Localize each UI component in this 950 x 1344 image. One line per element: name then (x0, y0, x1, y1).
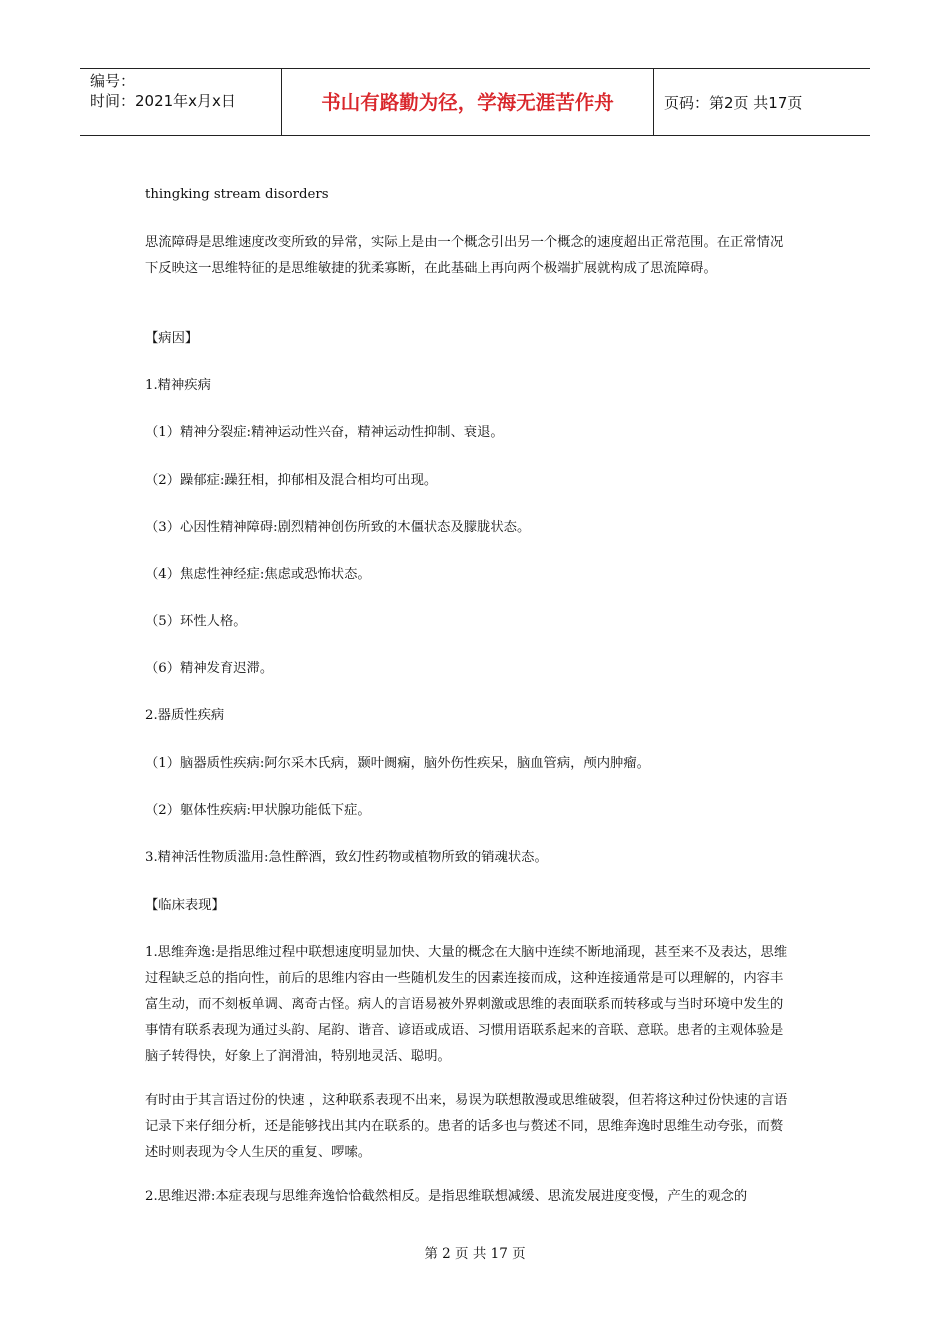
page-header (80, 68, 870, 136)
document-number-label: 编号： (90, 72, 136, 90)
list-heading-substance-abuse: 3.精神活性物质滥用:急性醉酒，致幻性药物或植物所致的销魂状态。 (145, 850, 548, 865)
header-motto-cell (281, 69, 654, 135)
list-item: （6）精神发育迟滞。 (145, 661, 274, 676)
list-item: （2）躯体性疾病:甲状腺功能低下症。 (145, 803, 371, 818)
header-motto: 书山有路勤为径，学海无涯苦作舟 (321, 91, 614, 114)
clinical-paragraph-retardation: 2.思维迟滞:本症表现与思维奔逸恰恰截然相反。是指思维联想减缓、思流发展进度变慢，产生的观念的 (145, 1189, 748, 1204)
list-heading-mental-disease: 1.精神疾病 (145, 378, 211, 393)
list-item: （1）精神分裂症:精神运动性兴奋，精神运动性抑制、衰退。 (145, 425, 504, 440)
intro-paragraph: 思流障碍是思维速度改变所致的异常，实际上是由一个概念引出另一个概念的速度超出正常范围。在正常情况下反映这一思维特征的是思维敏捷的犹柔寡断，在此基础上再向两个极端扩展就构成了思流障碍。 (145, 235, 784, 276)
list-item: （4）焦虑性神经症:焦虑或恐怖状态。 (145, 567, 371, 582)
header-page-cell (654, 69, 870, 135)
english-title: thingking stream disorders (145, 187, 329, 202)
section-heading-clinical: 【临床表现】 (145, 898, 225, 913)
page-footer: 第 2 页 共 17 页 (424, 1246, 526, 1262)
clinical-paragraph-flight-of-ideas: 1.思维奔逸:是指思维过程中联想速度明显加快、大量的概念在大脑中连续不断地涌现，甚至来不及表达，思维过程缺乏总的指向性，前后的思维内容由一些随机发生的因素连接而成，这种连接通常是可以理解的，内容丰富生动，而不刻板单调、离奇古怪。病人的言语易被外界刺激或思维的表面联系而转移或与当时环境中发生的事情有联系表现为通过头韵、尾韵、谐音、谚语或成语、习惯用语联系起来的音联、意联。患者的主观体验是脑子转得快，好象上了润滑油，特别地灵活、聪明。 (145, 945, 788, 1064)
clinical-paragraph-supplement: 有时由于其言语过份的快速 ，这种联系表现不出来，易误为联想散漫或思维破裂，但若将这种过份快速的言语记录下来仔细分析，还是能够找出其内在联系的。患者的话多也与赘述不同，思维奔逸时思维生动夸张，而赘述时则表现为令人生厌的重复、啰嗦。 (145, 1093, 788, 1160)
header-page-info: 页码：第2页 共17页 (664, 94, 803, 112)
document-time-label: 时间：2021年x月x日 (90, 92, 236, 110)
list-item: （1）脑器质性疾病:阿尔采木氏病，颞叶阓痫，脑外伤性疾呆，脑血管病，颅内肿瘤。 (145, 756, 650, 771)
section-heading-etiology: 【病因】 (145, 331, 199, 346)
list-item: （5）环性人格。 (145, 614, 247, 629)
list-item: （3）心因性精神障碍:剧烈精神创伤所致的木僵状态及朦胧状态。 (145, 520, 531, 535)
header-left-cell (80, 69, 281, 135)
list-heading-organic-disease: 2.器质性疾病 (145, 708, 225, 723)
list-item: （2）躁郁症:躁狂相，抑郁相及混合相均可出现。 (145, 473, 438, 488)
